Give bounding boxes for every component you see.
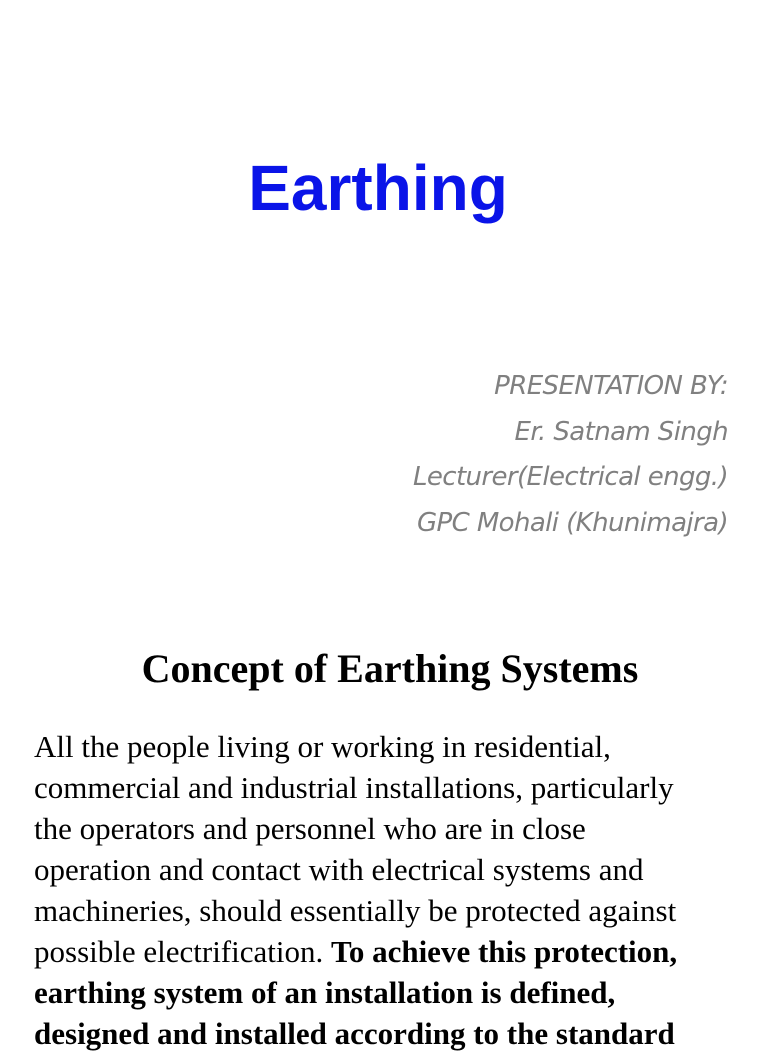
body-text-emphasis: To achieve this protection, xyxy=(330,934,678,969)
body-line: machineries, should essentially be protected against xyxy=(34,893,677,928)
body-line: the operators and personnel who are in close xyxy=(34,811,586,846)
slide-heading: Concept of Earthing Systems xyxy=(141,646,639,691)
slide-body-text xyxy=(34,726,764,1054)
body-text-emphasis: designed and installed according to the standard xyxy=(34,1016,675,1051)
slide-concept xyxy=(0,620,768,1051)
presenter-designation: Lecturer(Electrical engg.) xyxy=(412,462,728,492)
presenter-info xyxy=(413,364,728,546)
body-line: operation and contact with electrical systems and xyxy=(34,852,644,887)
body-line xyxy=(34,972,764,1013)
presentation-by-label: PRESENTATION BY: xyxy=(494,371,728,401)
body-text-emphasis: earthing system of an installation is defined, xyxy=(34,975,616,1010)
body-line: commercial and industrial installations, particularly xyxy=(34,770,674,805)
body-line xyxy=(34,1013,764,1054)
body-line xyxy=(34,931,764,972)
body-text-normal: possible electrification. xyxy=(34,934,331,969)
presenter-institute: GPC Mohali (Khunimajra) xyxy=(416,507,728,538)
presenter-name: Er. Satnam Singh xyxy=(514,416,728,447)
body-line: All the people living or working in residential, xyxy=(34,729,611,764)
slide-title: Earthing xyxy=(248,152,508,224)
